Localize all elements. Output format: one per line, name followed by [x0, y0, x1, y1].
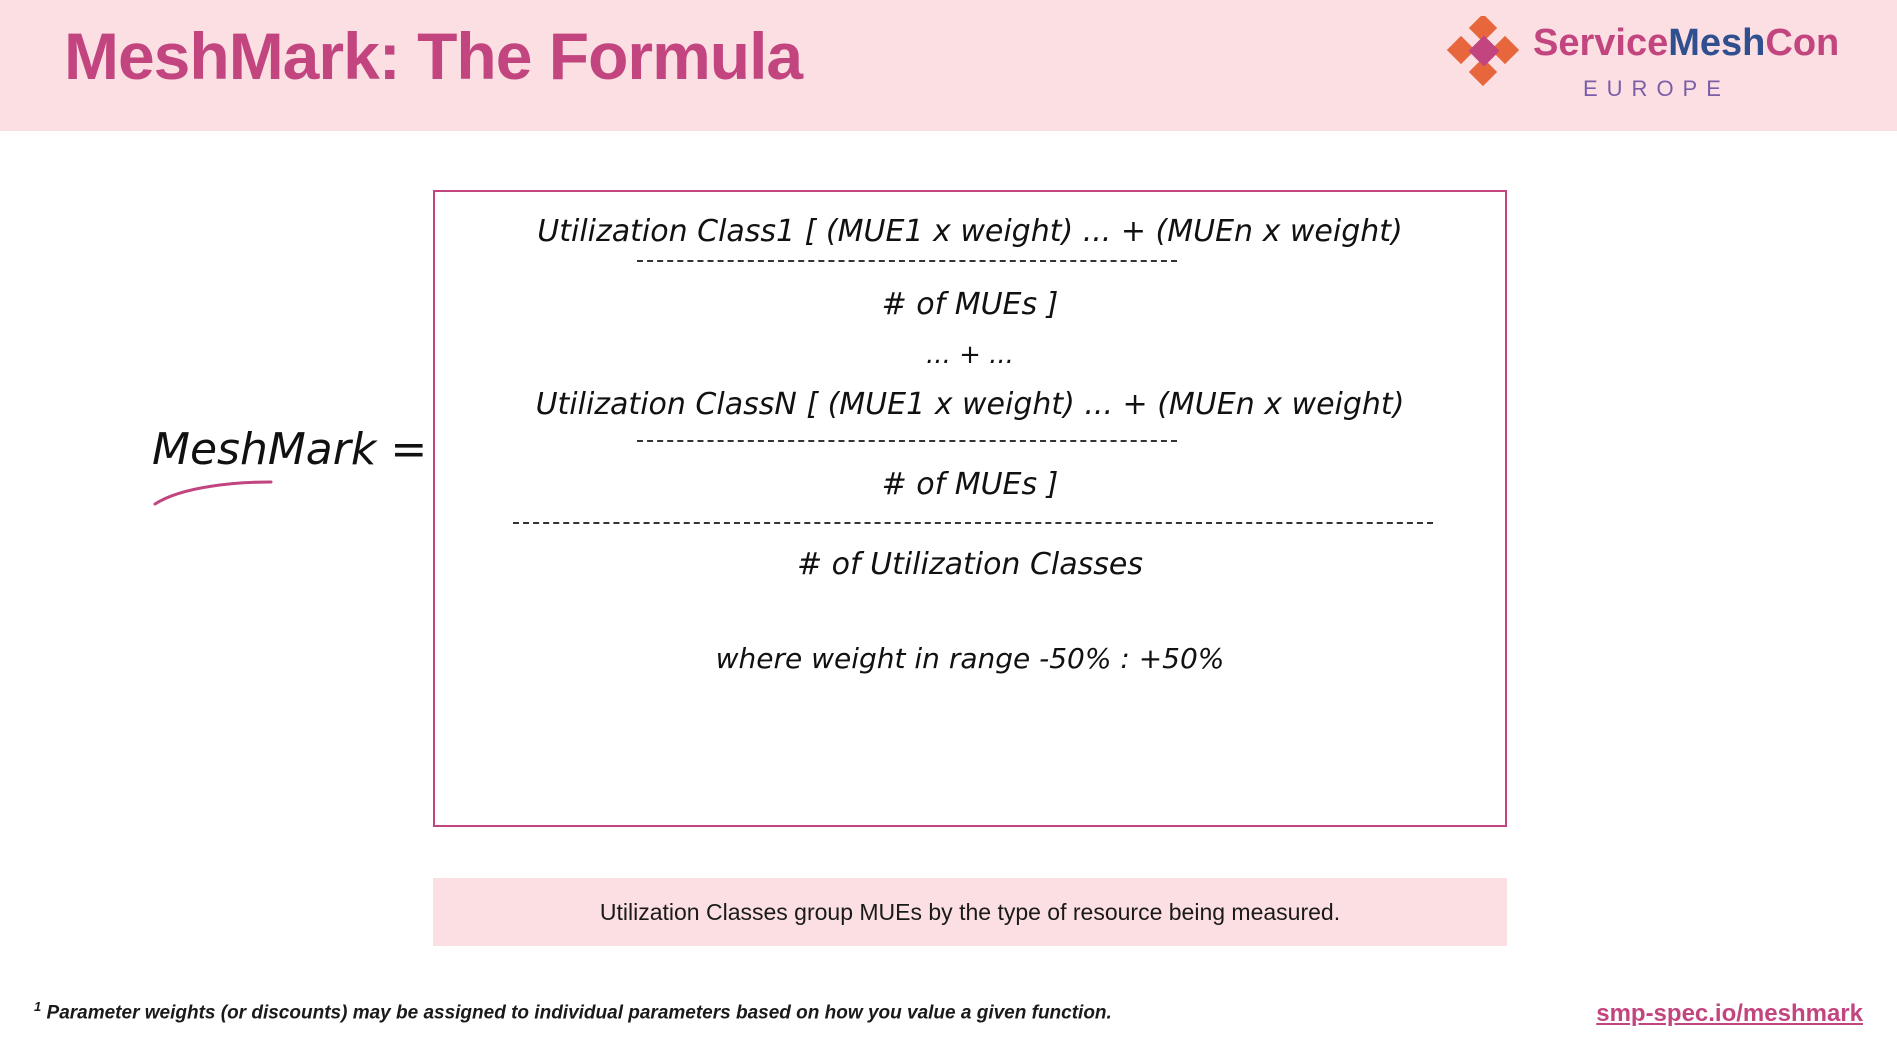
formula-line-denominator-mues-2: # of MUEs ]: [881, 467, 1059, 502]
formula-line-denominator-mues-1: # of MUEs ]: [881, 287, 1059, 322]
formula-line-weight-range: where weight in range -50% : +50%: [715, 642, 1225, 675]
spec-link[interactable]: smp-spec.io/meshmark: [1596, 1000, 1863, 1027]
brand-wordmark: [1533, 22, 1839, 65]
brand-word-service: Service: [1533, 22, 1669, 64]
footnote: [34, 999, 1112, 1024]
servicemeshcon-diamond-logo-icon: [1447, 16, 1519, 88]
callout-text: Utilization Classes group MUEs by the type of resource being measured.: [599, 898, 1341, 925]
footnote-marker: 1: [34, 998, 42, 1014]
formula-divider-2: [637, 440, 1177, 442]
meshmark-equals-label: MeshMark =: [152, 424, 428, 475]
callout-banner: [433, 878, 1507, 946]
formula-line-denominator-classes: # of Utilization Classes: [797, 547, 1143, 582]
formula-divider-main: [513, 522, 1433, 524]
brand-logo: [1447, 10, 1867, 115]
handdrawn-underline-icon: [153, 480, 273, 510]
formula-line-numerator-classn: Utilization ClassN [ (MUE1 x weight) ... + (MUEn x weight): [535, 387, 1405, 422]
formula-line-numerator-class1: Utilization Class1 [ (MUE1 x weight) ... + (MUEn x weight): [537, 214, 1403, 249]
brand-word-con: Con: [1765, 22, 1840, 64]
formula-line-ellipsis: ... + ...: [926, 340, 1014, 370]
page-title: MeshMark: The Formula: [64, 19, 803, 93]
brand-word-mesh: Mesh: [1668, 22, 1766, 64]
formula-box: [433, 190, 1507, 827]
brand-subtitle: EUROPE: [1583, 76, 1730, 101]
formula-divider-1: [637, 260, 1177, 262]
footnote-text: Parameter weights (or discounts) may be assigned to individual parameters based on how you value a given function.: [46, 1002, 1112, 1023]
